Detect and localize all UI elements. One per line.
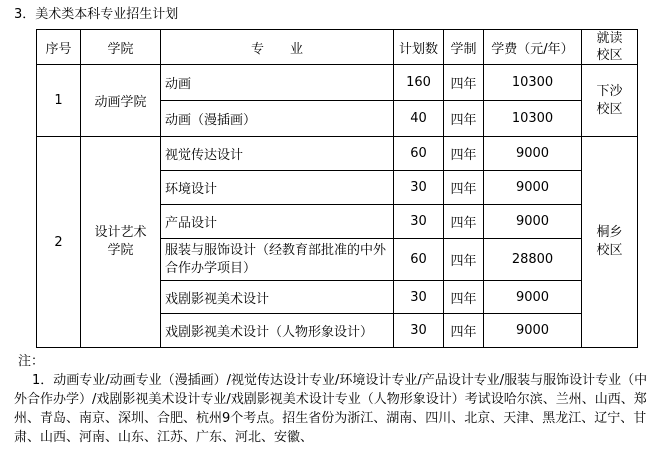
group-college-text: 设计艺术学院 [94,225,147,258]
header-campus-text: 就读校区 [596,31,623,63]
cell-duration: 四年 [444,205,484,239]
notes-label: 注： [18,354,45,369]
header-plan: 计划数 [394,30,444,65]
cell-plan: 60 [394,239,444,281]
group-campus-text: 下沙校区 [596,83,623,117]
cell-plan: 30 [394,314,444,348]
cell-duration: 四年 [444,314,484,348]
group-campus-text: 桐乡校区 [596,225,623,258]
cell-fee: 28800 [484,239,582,281]
cell-major: 戏剧影视美术设计 [161,281,394,314]
notes-text: 1．动画专业/动画专业（漫插画）/视觉传达设计专业/环境设计专业/产品设计专业/服装与服饰设计专业（中外合作办学）/戏剧影视美术设计专业/戏剧影视美术设计专业（人物形象设计）考试设哈尔滨、兰州、山西、郑州、青岛、南京、深圳、合肥、杭州9个考点。招生省份为浙江、湖南、四川、北京、天津、黑龙江、辽宁、甘肃、山西、河南、山东、江苏、广东、河北、安徽、 [14,373,648,445]
group-campus [582,137,638,348]
cell-duration: 四年 [444,171,484,205]
header-campus [582,30,638,65]
cell-fee: 9000 [484,205,582,239]
cell-fee: 9000 [484,314,582,348]
cell-plan: 60 [394,137,444,171]
section-title: 3．美术类本科专业招生计划 [14,7,179,22]
notes-section [14,352,654,447]
cell-plan: 30 [394,281,444,314]
cell-major: 环境设计 [161,171,394,205]
cell-major: 产品设计 [161,205,394,239]
cell-duration: 四年 [444,137,484,171]
header-duration: 学制 [444,30,484,65]
cell-fee: 9000 [484,137,582,171]
header-index: 序号 [37,30,81,65]
group-index: 1 [37,65,81,137]
cell-duration: 四年 [444,65,484,101]
cell-fee: 9000 [484,281,582,314]
cell-duration: 四年 [444,239,484,281]
cell-plan: 40 [394,101,444,137]
group-college: 动画学院 [81,65,161,137]
cell-fee: 9000 [484,171,582,205]
group-campus [582,65,638,137]
cell-fee: 10300 [484,65,582,101]
cell-major: 视觉传达设计 [161,137,394,171]
cell-plan: 30 [394,205,444,239]
header-major: 专 业 [161,30,394,65]
table-row [37,137,638,171]
enrollment-plan-table [36,29,638,348]
cell-duration: 四年 [444,281,484,314]
header-fee: 学费（元/年） [484,30,582,65]
table-row [37,65,638,101]
cell-plan: 30 [394,171,444,205]
cell-major: 动画 [161,65,394,101]
cell-plan: 160 [394,65,444,101]
cell-major: 动画（漫插画） [161,101,394,137]
cell-duration: 四年 [444,101,484,137]
table-header-row [37,30,638,65]
cell-major: 服装与服饰设计（经教育部批准的中外合作办学项目） [161,239,394,281]
cell-fee: 10300 [484,101,582,137]
cell-major: 戏剧影视美术设计（人物形象设计） [161,314,394,348]
header-college: 学院 [81,30,161,65]
group-college [81,137,161,348]
group-index: 2 [37,137,81,348]
